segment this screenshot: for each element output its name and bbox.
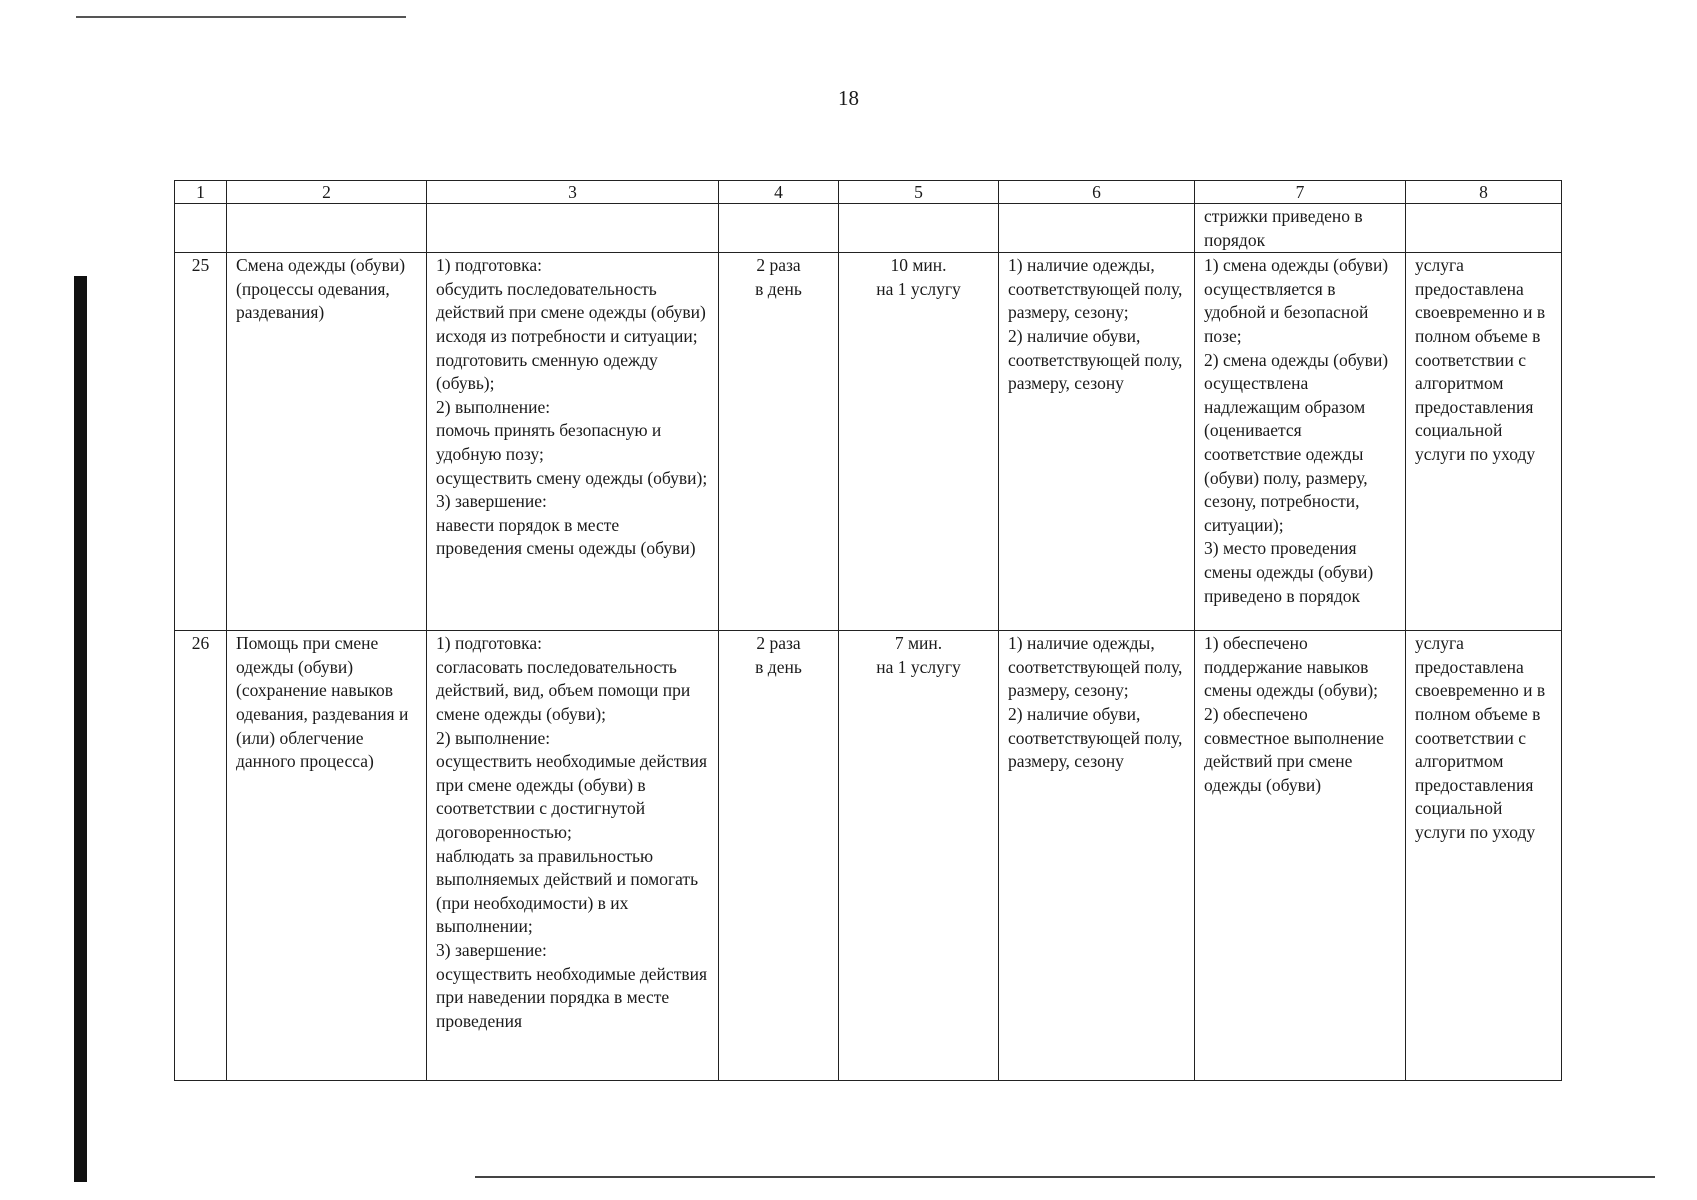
cell-empty bbox=[839, 204, 999, 253]
cell-empty bbox=[175, 204, 227, 253]
cell-number: 26 bbox=[175, 631, 227, 1081]
cell-quality: 1) смена одежды (обуви) осуществляется в удобной и безопасной позе; 2) смена одежды (обуви) осуществлена надлежащим образом (оценивается соответствие одежды (обуви) полу, размеру, сезону, потребности, ситуации); 3) место проведения смены одежды (обуви) приведено в порядок bbox=[1195, 253, 1406, 631]
header-cell-2: 2 bbox=[227, 181, 427, 204]
cell-description: 1) подготовка: обсудить последовательность действий при смене одежды (обуви) исходя из потребности и ситуации; подготовить сменную одежду (обувь); 2) выполнение: помочь принять безопасную и удобную позу; осуществить смену одежды (обуви); 3) завершение: навести порядок в месте проведения смены одежды (обуви) bbox=[427, 253, 719, 631]
header-cell-4: 4 bbox=[719, 181, 839, 204]
cell-number: 25 bbox=[175, 253, 227, 631]
table-row-continuation bbox=[175, 204, 1562, 253]
cell-quality: 1) обеспечено поддержание навыков смены одежды (обуви); 2) обеспечено совместное выполнение действий при смене одежды (обуви) bbox=[1195, 631, 1406, 1081]
cell-description: 1) подготовка: согласовать последовательность действий, вид, объем помощи при смене одежды (обуви); 2) выполнение: осуществить необходимые действия при смене одежды (обуви) в соответствии с достигнутой договоренностью; наблюдать за правильностью выполняемых действий и помогать (при необходимости) в их выполнении; 3) завершение: осуществить необходимые действия при наведении порядка в месте проведения bbox=[427, 631, 719, 1081]
cell-service-name: Помощь при смене одежды (обуви) (сохранение навыков одевания, раздевания и (или) облегчение данного процесса) bbox=[227, 631, 427, 1081]
cell-frequency: 2 раза в день bbox=[719, 631, 839, 1081]
scan-artifact-top-line bbox=[76, 16, 406, 18]
header-cell-1: 1 bbox=[175, 181, 227, 204]
cell-empty bbox=[999, 204, 1195, 253]
cell-frequency: 2 раза в день bbox=[719, 253, 839, 631]
cell-empty bbox=[227, 204, 427, 253]
services-table bbox=[174, 180, 1562, 1081]
cell-conditions: 1) наличие одежды, соответствующей полу, размеру, сезону; 2) наличие обуви, соответствующей полу, размеру, сезону bbox=[999, 253, 1195, 631]
cell-result: услуга предоставлена своевременно и в полном объеме в соответствии с алгоритмом предоставления социальной услуги по уходу bbox=[1406, 631, 1562, 1081]
cell-empty bbox=[719, 204, 839, 253]
cell-empty bbox=[1406, 204, 1562, 253]
cell-conditions: 1) наличие одежды, соответствующей полу, размеру, сезону; 2) наличие обуви, соответствующей полу, размеру, сезону bbox=[999, 631, 1195, 1081]
header-cell-5: 5 bbox=[839, 181, 999, 204]
header-cell-3: 3 bbox=[427, 181, 719, 204]
header-cell-7: 7 bbox=[1195, 181, 1406, 204]
cell-result: услуга предоставлена своевременно и в полном объеме в соответствии с алгоритмом предоставления социальной услуги по уходу bbox=[1406, 253, 1562, 631]
cell-quality-continuation: стрижки приведено в порядок bbox=[1195, 204, 1406, 253]
cell-duration: 10 мин. на 1 услугу bbox=[839, 253, 999, 631]
cell-duration: 7 мин. на 1 услугу bbox=[839, 631, 999, 1081]
cell-service-name: Смена одежды (обуви) (процессы одевания, раздевания) bbox=[227, 253, 427, 631]
cell-empty bbox=[427, 204, 719, 253]
table-row bbox=[175, 631, 1562, 1081]
table-header-row bbox=[175, 181, 1562, 204]
page-number: 18 bbox=[838, 86, 859, 110]
header-cell-8: 8 bbox=[1406, 181, 1562, 204]
header-cell-6: 6 bbox=[999, 181, 1195, 204]
scan-artifact-left-bar bbox=[74, 276, 87, 1182]
scan-artifact-bottom-line bbox=[475, 1176, 1655, 1178]
table-row bbox=[175, 253, 1562, 631]
